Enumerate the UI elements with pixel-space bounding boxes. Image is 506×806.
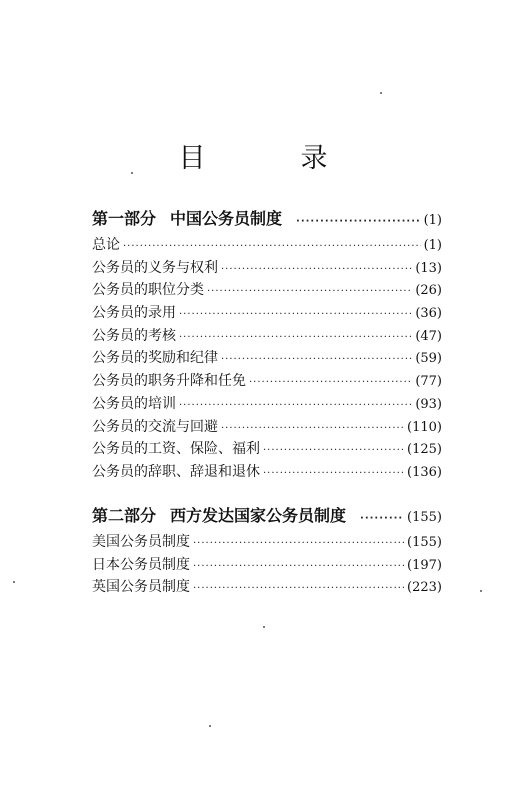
toc-entry[interactable]: [92, 438, 442, 461]
page-number: (47): [415, 328, 442, 344]
page-title: 目 录: [178, 143, 362, 175]
part-label: [92, 503, 346, 526]
part-title: 西方发达国家公务员制度: [170, 506, 347, 525]
page-number: (223): [407, 580, 442, 596]
toc-entry[interactable]: [92, 302, 442, 325]
page-number: (77): [415, 374, 442, 390]
part-label: [92, 206, 282, 229]
page-number: (155): [407, 535, 442, 550]
entry-label: 公务员的培训: [92, 395, 176, 412]
page-number: (1): [423, 213, 442, 228]
toc-entry[interactable]: [92, 461, 442, 484]
dot-leader: [296, 216, 421, 227]
dot-leader: [221, 264, 412, 275]
toc-entry[interactable]: [92, 393, 442, 416]
part-heading[interactable]: [92, 206, 442, 234]
page-number: (155): [407, 510, 442, 525]
dot-leader: [179, 332, 412, 343]
page-number: (59): [415, 351, 442, 367]
toc-section-part-2: [92, 503, 442, 599]
dot-leader: [179, 400, 412, 411]
entry-label: 公务员的工资、保险、福利: [92, 441, 260, 458]
page-number: (125): [407, 442, 442, 458]
dot-leader: [249, 377, 412, 388]
dot-leader: [360, 513, 404, 524]
scan-speck: [380, 92, 382, 94]
dot-leader: [263, 468, 404, 479]
page-number: (197): [407, 557, 442, 573]
entry-label: 英国公务员制度: [92, 579, 190, 596]
dot-leader: [193, 561, 404, 572]
toc-entry[interactable]: [92, 234, 442, 257]
dot-leader: [193, 538, 404, 549]
entry-label: 公务员的辞职、辞退和退休: [92, 463, 260, 480]
dot-leader: [221, 423, 404, 434]
page-number: (36): [415, 306, 442, 322]
entry-label: 公务员的奖励和纪律: [92, 350, 218, 367]
page-number: (13): [415, 260, 442, 276]
entry-label: 总论: [92, 237, 120, 253]
toc-entry[interactable]: [92, 257, 442, 280]
part-heading[interactable]: [92, 503, 442, 531]
scan-speck: [13, 581, 15, 583]
page-number: (1): [423, 238, 442, 253]
entry-label: 公务员的职位分类: [92, 282, 204, 299]
dot-leader: [123, 241, 421, 252]
entry-label: 公务员的交流与回避: [92, 418, 218, 435]
toc-entry[interactable]: [92, 279, 442, 302]
part-title: 中国公务员制度: [170, 209, 283, 228]
dot-leader: [207, 286, 412, 297]
toc-entry[interactable]: [92, 347, 442, 370]
entry-label: 公务员的录用: [92, 305, 176, 322]
page-number: (136): [407, 464, 442, 480]
dot-leader: [221, 354, 412, 365]
scan-speck: [480, 590, 482, 592]
toc-entry[interactable]: [92, 576, 442, 599]
page-number: (110): [407, 419, 442, 435]
scan-speck: [263, 626, 265, 628]
scan-speck: [209, 725, 211, 727]
toc-entry[interactable]: [92, 531, 442, 554]
dot-leader: [179, 309, 412, 320]
toc-entry[interactable]: [92, 325, 442, 348]
entry-label: 公务员的职务升降和任免: [92, 373, 246, 390]
part-number: 第二部分: [92, 506, 157, 525]
part-number: 第一部分: [92, 209, 157, 228]
page-number: (26): [415, 283, 442, 299]
entry-label: 公务员的考核: [92, 327, 176, 344]
entry-label: 美国公务员制度: [92, 534, 190, 550]
toc-entry[interactable]: [92, 554, 442, 577]
page-number: (93): [415, 396, 442, 412]
toc-section-part-1: [92, 206, 442, 484]
toc-entry[interactable]: [92, 416, 442, 439]
dot-leader: [193, 583, 404, 594]
toc-entry[interactable]: [92, 370, 442, 393]
entry-label: 公务员的义务与权利: [92, 259, 218, 276]
entry-label: 日本公务员制度: [92, 556, 190, 573]
scan-speck: [131, 172, 133, 174]
dot-leader: [263, 445, 404, 456]
